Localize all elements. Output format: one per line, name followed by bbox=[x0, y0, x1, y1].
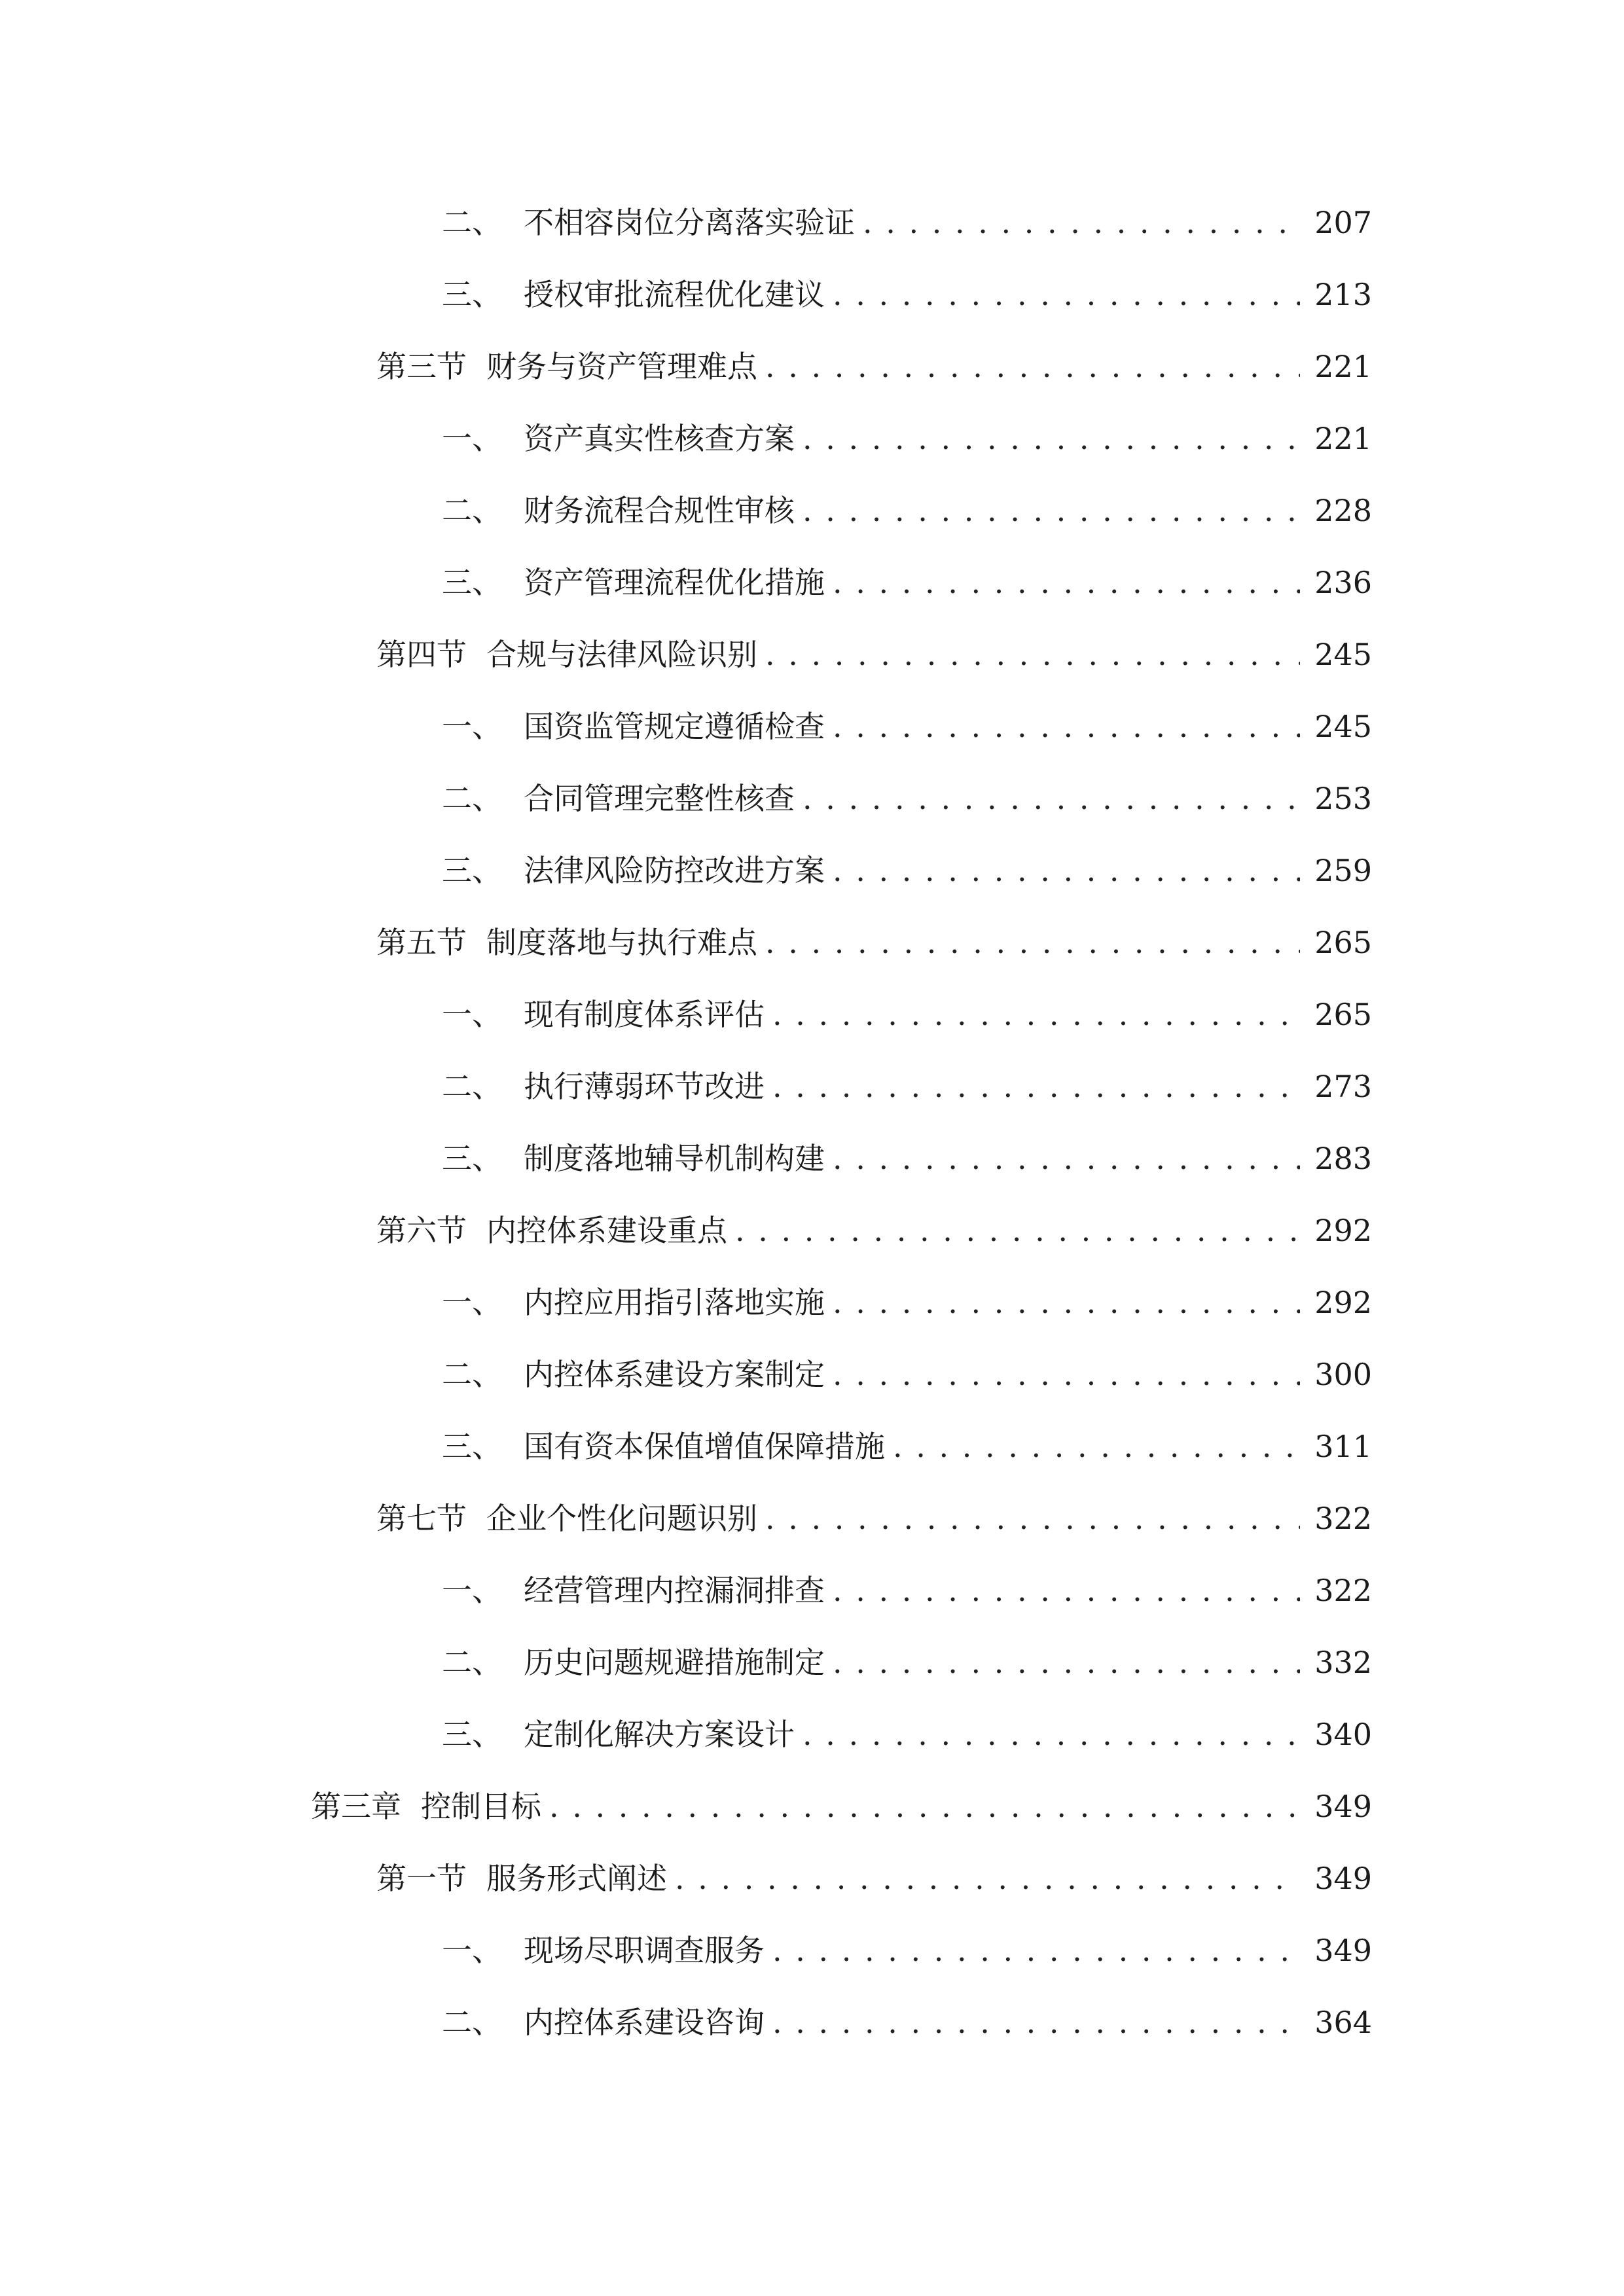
toc-entry[interactable] bbox=[0, 1482, 1624, 1554]
toc-entry-title: 执行薄弱环节改进 bbox=[524, 1069, 765, 1104]
toc-entry-title: 控制目标 bbox=[421, 1789, 541, 1824]
toc-entry-page-number: 292 bbox=[1314, 1285, 1372, 1320]
toc-entry-number: 一、 bbox=[442, 421, 502, 456]
toc-entry-page-number: 228 bbox=[1314, 493, 1372, 528]
toc-entry-page-number: 300 bbox=[1314, 1357, 1372, 1392]
toc-entry-number: 二、 bbox=[442, 1069, 502, 1104]
toc-entry[interactable] bbox=[0, 1554, 1624, 1626]
toc-entry-page-number: 349 bbox=[1314, 1861, 1372, 1896]
dot-leader bbox=[765, 927, 1300, 958]
toc-entry[interactable] bbox=[0, 475, 1624, 547]
toc-entry-page-number: 349 bbox=[1314, 1789, 1372, 1824]
toc-entry-number: 二、 bbox=[442, 493, 502, 528]
toc-entry-title: 服务形式阐述 bbox=[486, 1861, 667, 1896]
toc-entry-title: 历史问题规避措施制定 bbox=[524, 1645, 825, 1680]
dot-leader bbox=[863, 207, 1300, 238]
toc-entry-number: 第三章 bbox=[311, 1789, 401, 1824]
toc-entry-page-number: 322 bbox=[1314, 1501, 1372, 1536]
dot-leader bbox=[803, 495, 1300, 526]
dot-leader bbox=[765, 1503, 1300, 1534]
toc-entry[interactable] bbox=[0, 547, 1624, 619]
toc-entry[interactable] bbox=[0, 259, 1624, 331]
toc-entry-number: 第六节 bbox=[376, 1213, 467, 1248]
toc-entry-page-number: 259 bbox=[1314, 853, 1372, 888]
toc-entry[interactable] bbox=[0, 834, 1624, 906]
dot-leader bbox=[803, 783, 1300, 814]
toc-entry-page-number: 207 bbox=[1314, 205, 1372, 240]
dot-leader bbox=[833, 1575, 1300, 1605]
toc-entry-number: 一、 bbox=[442, 709, 502, 744]
toc-entry-number: 一、 bbox=[442, 997, 502, 1032]
toc-entry-number: 第五节 bbox=[376, 925, 467, 960]
toc-entry-title: 企业个性化问题识别 bbox=[486, 1501, 757, 1536]
toc-entry[interactable] bbox=[0, 762, 1624, 834]
toc-entry-number: 二、 bbox=[442, 1357, 502, 1392]
dot-leader bbox=[833, 279, 1300, 310]
dot-leader bbox=[735, 1215, 1300, 1246]
toc-entry[interactable] bbox=[0, 619, 1624, 691]
toc-entry-title: 授权审批流程优化建议 bbox=[524, 277, 825, 312]
toc-entry-number: 一、 bbox=[442, 1573, 502, 1608]
toc-entry-number: 第三节 bbox=[376, 349, 467, 384]
toc-entry[interactable] bbox=[0, 1266, 1624, 1338]
toc-entry-number: 三、 bbox=[442, 1429, 502, 1464]
dot-leader bbox=[803, 423, 1300, 454]
dot-leader bbox=[549, 1791, 1300, 1821]
toc-entry-page-number: 283 bbox=[1314, 1141, 1372, 1176]
toc-entry[interactable] bbox=[0, 1122, 1624, 1194]
toc-entry-number: 二、 bbox=[442, 205, 502, 240]
toc-entry-number: 二、 bbox=[442, 781, 502, 816]
dot-leader bbox=[833, 711, 1300, 742]
toc-entry-page-number: 364 bbox=[1314, 2005, 1372, 2040]
toc-entry-title: 法律风险防控改进方案 bbox=[524, 853, 825, 888]
toc-entry-title: 内控应用指引落地实施 bbox=[524, 1285, 825, 1320]
dot-leader bbox=[833, 1647, 1300, 1677]
toc-entry-page-number: 213 bbox=[1314, 277, 1372, 312]
dot-leader bbox=[772, 2007, 1300, 2037]
toc-entry-page-number: 332 bbox=[1314, 1645, 1372, 1680]
dot-leader bbox=[772, 1071, 1300, 1102]
toc-entry[interactable] bbox=[0, 1626, 1624, 1698]
toc-entry[interactable] bbox=[0, 1050, 1624, 1122]
dot-leader bbox=[803, 1719, 1300, 1749]
table-of-contents bbox=[0, 187, 1624, 2058]
dot-leader bbox=[765, 639, 1300, 670]
toc-entry-number: 三、 bbox=[442, 1141, 502, 1176]
toc-entry-page-number: 311 bbox=[1314, 1429, 1372, 1464]
dot-leader bbox=[765, 351, 1300, 382]
toc-entry-page-number: 340 bbox=[1314, 1717, 1372, 1752]
toc-entry[interactable] bbox=[0, 403, 1624, 475]
toc-entry-title: 合规与法律风险识别 bbox=[486, 637, 757, 672]
toc-entry-number: 三、 bbox=[442, 853, 502, 888]
toc-entry-title: 不相容岗位分离落实验证 bbox=[524, 205, 855, 240]
dot-leader bbox=[833, 567, 1300, 598]
dot-leader bbox=[833, 1143, 1300, 1174]
toc-entry[interactable] bbox=[0, 1842, 1624, 1914]
toc-entry-title: 经营管理内控漏洞排查 bbox=[524, 1573, 825, 1608]
dot-leader bbox=[833, 1359, 1300, 1390]
toc-entry-page-number: 292 bbox=[1314, 1213, 1372, 1248]
toc-entry-number: 三、 bbox=[442, 565, 502, 600]
toc-entry-title: 现场尽职调查服务 bbox=[524, 1933, 765, 1968]
toc-entry[interactable] bbox=[0, 1194, 1624, 1266]
toc-entry[interactable] bbox=[0, 1986, 1624, 2058]
toc-entry-page-number: 265 bbox=[1314, 925, 1372, 960]
toc-entry[interactable] bbox=[0, 978, 1624, 1050]
toc-entry-title: 合同管理完整性核查 bbox=[524, 781, 795, 816]
toc-entry-number: 第四节 bbox=[376, 637, 467, 672]
toc-entry-title: 内控体系建设方案制定 bbox=[524, 1357, 825, 1392]
toc-entry-page-number: 322 bbox=[1314, 1573, 1372, 1608]
toc-entry-page-number: 236 bbox=[1314, 565, 1372, 600]
toc-entry-title: 国有资本保值增值保障措施 bbox=[524, 1429, 885, 1464]
toc-entry-number: 二、 bbox=[442, 2005, 502, 2040]
toc-entry-page-number: 349 bbox=[1314, 1933, 1372, 1968]
toc-entry-page-number: 273 bbox=[1314, 1069, 1372, 1104]
toc-entry-page-number: 221 bbox=[1314, 349, 1372, 384]
toc-entry-number: 一、 bbox=[442, 1285, 502, 1320]
toc-entry-number: 第七节 bbox=[376, 1501, 467, 1536]
toc-entry[interactable] bbox=[0, 1410, 1624, 1482]
toc-entry[interactable] bbox=[0, 187, 1624, 259]
toc-entry-page-number: 221 bbox=[1314, 421, 1372, 456]
toc-entry-title: 制度落地与执行难点 bbox=[486, 925, 757, 960]
toc-entry-title: 国资监管规定遵循检查 bbox=[524, 709, 825, 744]
toc-entry-number: 一、 bbox=[442, 1933, 502, 1968]
dot-leader bbox=[833, 1287, 1300, 1318]
toc-entry-title: 财务与资产管理难点 bbox=[486, 349, 757, 384]
toc-entry-title: 现有制度体系评估 bbox=[524, 997, 765, 1032]
toc-entry[interactable] bbox=[0, 1770, 1624, 1842]
toc-entry-number: 二、 bbox=[442, 1645, 502, 1680]
toc-entry[interactable] bbox=[0, 906, 1624, 978]
dot-leader bbox=[893, 1431, 1300, 1462]
toc-entry-title: 定制化解决方案设计 bbox=[524, 1717, 795, 1752]
dot-leader bbox=[772, 1935, 1300, 1965]
toc-entry[interactable] bbox=[0, 1338, 1624, 1410]
toc-entry-title: 内控体系建设咨询 bbox=[524, 2005, 765, 2040]
toc-entry-title: 资产管理流程优化措施 bbox=[524, 565, 825, 600]
toc-entry[interactable] bbox=[0, 691, 1624, 762]
toc-entry-title: 资产真实性核查方案 bbox=[524, 421, 795, 456]
toc-entry-title: 内控体系建设重点 bbox=[486, 1213, 727, 1248]
dot-leader bbox=[833, 855, 1300, 886]
toc-entry[interactable] bbox=[0, 1914, 1624, 1986]
toc-entry[interactable] bbox=[0, 331, 1624, 403]
toc-entry-page-number: 245 bbox=[1314, 709, 1372, 744]
toc-entry-title: 制度落地辅导机制构建 bbox=[524, 1141, 825, 1176]
toc-entry-page-number: 253 bbox=[1314, 781, 1372, 816]
toc-entry-title: 财务流程合规性审核 bbox=[524, 493, 795, 528]
toc-entry[interactable] bbox=[0, 1698, 1624, 1770]
toc-entry-number: 第一节 bbox=[376, 1861, 467, 1896]
toc-entry-number: 三、 bbox=[442, 1717, 502, 1752]
toc-entry-page-number: 245 bbox=[1314, 637, 1372, 672]
toc-entry-number: 三、 bbox=[442, 277, 502, 312]
dot-leader bbox=[772, 999, 1300, 1030]
dot-leader bbox=[675, 1863, 1300, 1893]
toc-entry-page-number: 265 bbox=[1314, 997, 1372, 1032]
